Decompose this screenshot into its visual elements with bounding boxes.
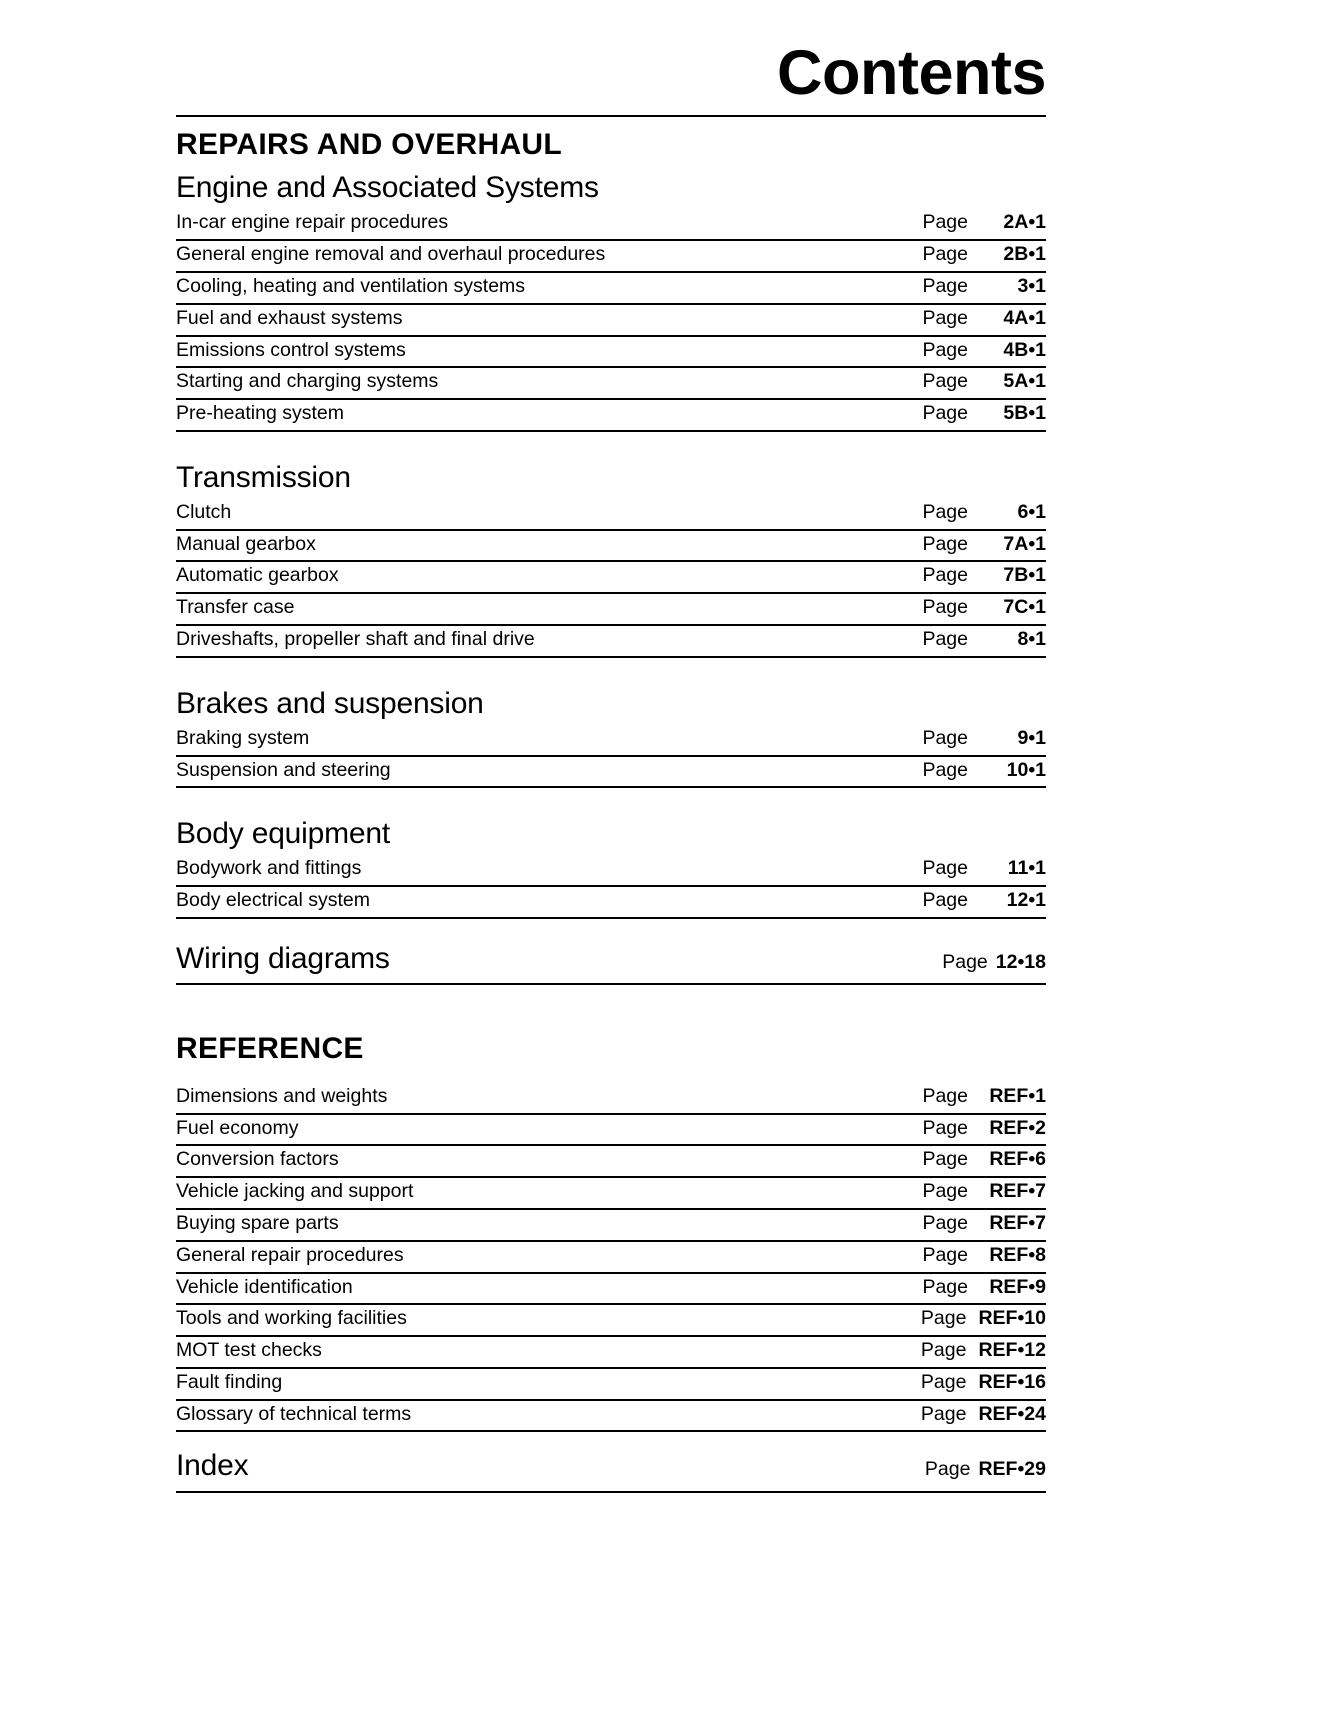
page-label: Page: [922, 726, 968, 749]
toc-entry[interactable]: [176, 887, 1046, 919]
page-label: Page: [922, 596, 968, 619]
page-label: Page: [922, 243, 968, 266]
toc-entry[interactable]: [176, 562, 1046, 594]
page-title: Contents: [777, 38, 1046, 108]
page-number: 5A•1: [1003, 370, 1046, 393]
entry-page: [921, 1371, 1046, 1395]
entry-title: Vehicle identification: [176, 1275, 353, 1298]
toc-entry[interactable]: [176, 1337, 1046, 1369]
toc-entry[interactable]: [176, 1083, 1046, 1115]
entry-page: [922, 727, 1046, 751]
page-number: 7C•1: [1003, 596, 1046, 619]
page-number: REF•8: [989, 1243, 1046, 1266]
entry-title: Fuel and exhaust systems: [176, 306, 403, 329]
entry-page: [922, 564, 1046, 588]
page-label: Page: [922, 500, 968, 523]
page-label: Page: [922, 370, 968, 393]
entry-page: [921, 1307, 1046, 1331]
entry-title: Clutch: [176, 500, 232, 523]
page-number: 3•1: [1017, 274, 1046, 297]
entry-title: Emissions control systems: [176, 338, 406, 361]
page-label: Page: [922, 627, 968, 650]
toc-entry[interactable]: [176, 1115, 1046, 1147]
page-label: Page: [922, 564, 968, 587]
page-number: 12•18: [995, 950, 1046, 973]
toc-entry[interactable]: [176, 305, 1046, 337]
entry-page: [922, 243, 1046, 267]
toc-entry-index[interactable]: [176, 1440, 1046, 1493]
toc-entry[interactable]: [176, 273, 1046, 305]
page-label: Page: [920, 1402, 967, 1425]
toc-entry[interactable]: [176, 209, 1046, 241]
entry-title: Index: [176, 1449, 249, 1483]
page-label: Page: [922, 402, 968, 425]
entry-page: [922, 370, 1046, 394]
group-body-equipment: [176, 810, 1046, 919]
entry-title: Pre-heating system: [176, 402, 344, 425]
page-number: REF•6: [989, 1148, 1046, 1171]
page-number: REF•7: [989, 1212, 1046, 1234]
page-label: Page: [922, 1116, 968, 1139]
entry-title: Glossary of technical terms: [176, 1402, 412, 1425]
group-heading: Transmission: [176, 460, 351, 494]
entry-page: [922, 402, 1046, 426]
entry-page: [922, 533, 1046, 557]
group-engine-and-associated-systems: [176, 164, 1046, 431]
page-label: Page: [922, 211, 968, 234]
entry-page: [922, 596, 1046, 620]
page-label: Page: [922, 857, 968, 880]
entry-title: Automatic gearbox: [176, 564, 339, 587]
toc-entry[interactable]: [176, 725, 1046, 757]
spacer: [176, 919, 1046, 933]
page-number: 6•1: [1017, 500, 1046, 523]
page-number: REF•1: [989, 1084, 1046, 1107]
toc-entry[interactable]: [176, 1146, 1046, 1178]
entry-page: [922, 628, 1046, 652]
entry-page: [921, 1339, 1046, 1363]
toc-entry[interactable]: [176, 1305, 1046, 1337]
entry-title: Dimensions and weights: [176, 1084, 388, 1107]
page-label: Page: [922, 274, 968, 297]
toc-entry[interactable]: [176, 499, 1046, 531]
entry-title: Driveshafts, propeller shaft and final drive: [176, 627, 535, 650]
toc-entry[interactable]: [176, 757, 1046, 789]
group-heading: Brakes and suspension: [176, 686, 484, 720]
entry-title: General repair procedures: [176, 1243, 404, 1266]
page-number: 4B•1: [1003, 338, 1046, 361]
entry-title: General engine removal and overhaul procedures: [176, 243, 606, 266]
page-label: Page: [922, 306, 968, 329]
entry-title: Starting and charging systems: [176, 370, 439, 393]
page-label: Page: [920, 1370, 967, 1393]
page-label: Page: [922, 1180, 968, 1203]
page-label: Page: [922, 532, 968, 555]
entry-page: [922, 857, 1046, 881]
page-number: 12•1: [1006, 889, 1046, 912]
page-number: REF•24: [978, 1402, 1046, 1425]
entry-page: [922, 211, 1046, 235]
toc-entry[interactable]: [176, 1210, 1046, 1242]
page-number: 5B•1: [1003, 402, 1046, 425]
group-heading: Engine and Associated Systems: [176, 171, 599, 205]
page-label: Page: [942, 950, 988, 973]
page-label: Page: [922, 1212, 968, 1234]
page-number: REF•16: [978, 1370, 1046, 1393]
toc-entry[interactable]: [176, 241, 1046, 273]
toc-entry[interactable]: [176, 594, 1046, 626]
entry-title: Wiring diagrams: [176, 941, 390, 975]
page-label: Page: [922, 1275, 968, 1298]
entry-title: Bodywork and fittings: [176, 857, 362, 880]
page-label: Page: [920, 1307, 967, 1330]
toc-entry-wiring-diagrams[interactable]: [176, 933, 1046, 986]
toc-entry[interactable]: [176, 626, 1046, 658]
page-number: REF•2: [989, 1116, 1046, 1139]
entry-title: Fault finding: [176, 1370, 283, 1393]
entry-page: [942, 951, 1046, 975]
page-label: Page: [922, 338, 968, 361]
spacer: [176, 1069, 1046, 1083]
entry-title: Cooling, heating and ventilation systems: [176, 274, 526, 297]
entry-page: [922, 1212, 1046, 1236]
entry-title: Vehicle jacking and support: [176, 1180, 414, 1203]
toc-entry[interactable]: [176, 368, 1046, 400]
page-number: 10•1: [1006, 758, 1046, 781]
page-number: 11•1: [1007, 857, 1046, 880]
entry-title: Body electrical system: [176, 889, 370, 912]
entry-page: [922, 1244, 1046, 1268]
group-reference-entries: [176, 1083, 1046, 1433]
group-heading: Body equipment: [176, 817, 391, 851]
entry-page: [922, 1085, 1046, 1109]
page-number: 2B•1: [1003, 243, 1046, 266]
section-heading: REFERENCE: [176, 1032, 364, 1066]
entry-title: Buying spare parts: [176, 1212, 339, 1234]
page-label: Page: [920, 1339, 967, 1362]
spacer: [176, 658, 1046, 680]
page-label: Page: [924, 1458, 971, 1481]
page-number: 7B•1: [1003, 564, 1046, 587]
entry-page: [922, 501, 1046, 525]
page-number: 4A•1: [1003, 306, 1046, 329]
page-number: 7A•1: [1003, 532, 1046, 555]
entry-title: Tools and working facilities: [176, 1307, 407, 1330]
entry-title: Fuel economy: [176, 1116, 299, 1139]
toc-entry[interactable]: [176, 1401, 1046, 1433]
section-reference: [176, 1031, 1046, 1493]
page-label: Page: [922, 1243, 968, 1266]
title-divider: [176, 115, 1046, 117]
entry-page: [921, 1403, 1046, 1427]
toc-entry[interactable]: [176, 337, 1046, 369]
page-number: REF•7: [989, 1180, 1046, 1203]
entry-title: MOT test checks: [176, 1339, 322, 1362]
spacer: [176, 985, 1046, 1031]
entry-title: Braking system: [176, 726, 310, 749]
group-transmission: [176, 454, 1046, 658]
toc-entry[interactable]: [176, 531, 1046, 563]
entry-title: In-car engine repair procedures: [176, 211, 449, 234]
entry-title: Manual gearbox: [176, 532, 316, 555]
entry-title: Suspension and steering: [176, 758, 391, 781]
entry-page: [922, 1148, 1046, 1172]
page-number: 9•1: [1017, 726, 1046, 749]
page-number: REF•10: [978, 1307, 1046, 1330]
group-brakes-and-suspension: [176, 680, 1046, 789]
entry-page: [922, 307, 1046, 331]
page-label: Page: [922, 758, 968, 781]
toc-entry[interactable]: [176, 1369, 1046, 1401]
toc-entry[interactable]: [176, 1178, 1046, 1210]
section-heading: REPAIRS AND OVERHAUL: [176, 128, 563, 161]
section-repairs-and-overhaul: [176, 123, 1046, 985]
page-number: REF•9: [989, 1275, 1046, 1298]
toc-entry[interactable]: [176, 855, 1046, 887]
page-label: Page: [922, 889, 968, 912]
entry-page: [922, 339, 1046, 363]
toc-entry[interactable]: [176, 1274, 1046, 1306]
entry-page: [922, 275, 1046, 299]
entry-title: Transfer case: [176, 596, 295, 619]
spacer: [176, 432, 1046, 454]
page-label: Page: [922, 1148, 968, 1171]
toc-entry[interactable]: [176, 400, 1046, 432]
page-number: REF•29: [978, 1458, 1046, 1481]
page-number: REF•12: [978, 1339, 1046, 1362]
entry-page: [925, 1458, 1046, 1482]
entry-title: Conversion factors: [176, 1148, 339, 1171]
entry-page: [922, 759, 1046, 783]
contents-body: [176, 0, 1046, 1493]
page-label: Page: [922, 1084, 968, 1107]
entry-page: [922, 1117, 1046, 1141]
spacer: [176, 788, 1046, 810]
spacer: [176, 1432, 1046, 1440]
entry-page: [922, 1276, 1046, 1300]
page-number: 2A•1: [1003, 211, 1046, 234]
entry-page: [922, 889, 1046, 913]
toc-entry[interactable]: [176, 1242, 1046, 1274]
page-number: 8•1: [1017, 627, 1046, 650]
entry-page: [922, 1180, 1046, 1204]
